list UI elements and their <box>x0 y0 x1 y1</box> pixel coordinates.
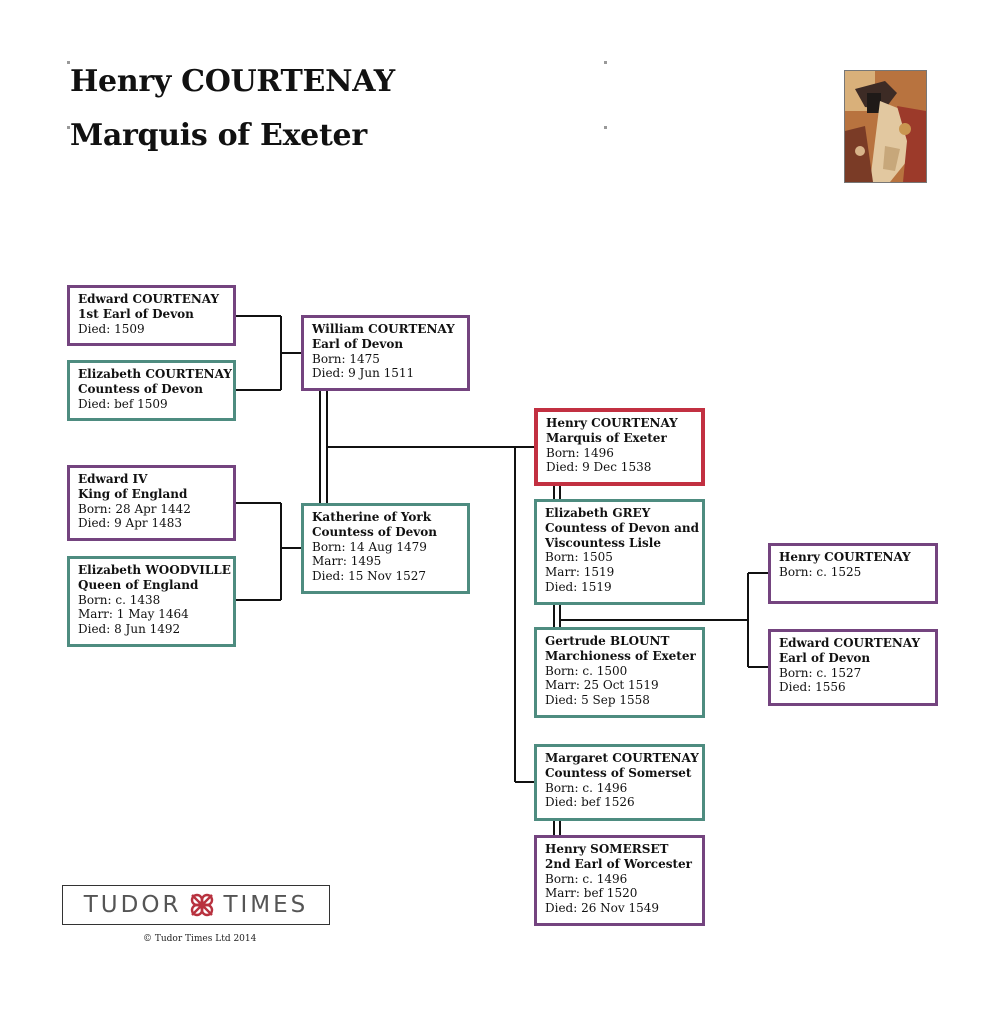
person-born: Born: c. 1525 <box>779 564 862 579</box>
person-box-william-courtenay[interactable] <box>301 315 470 391</box>
person-name: Katherine of York <box>312 510 432 524</box>
person-title-cont: Viscountess Lisle <box>545 535 661 550</box>
person-born: Born: c. 1496 <box>545 871 628 886</box>
person-died: Died: 1509 <box>78 321 145 336</box>
person-name: Gertrude BLOUNT <box>545 634 670 648</box>
person-born: Born: 1505 <box>545 550 613 565</box>
person-title: Marquis of Exeter <box>546 430 667 445</box>
person-marr: Marr: 1495 <box>312 554 382 569</box>
person-died: Died: 9 Apr 1483 <box>78 516 182 531</box>
person-box-gertrude-blount[interactable] <box>534 627 705 718</box>
person-box-elizabeth-grey[interactable] <box>534 499 705 605</box>
person-died: Died: 1519 <box>545 579 612 594</box>
logo-text-right: TIMES <box>223 892 309 918</box>
person-box-edward-courtenay-1st-earl[interactable] <box>67 285 236 346</box>
person-marr: Marr: 1519 <box>545 565 615 580</box>
person-died: Died: 26 Nov 1549 <box>545 901 660 916</box>
person-born: Born: 14 Aug 1479 <box>312 539 427 554</box>
person-box-margaret-courtenay[interactable] <box>534 744 705 821</box>
person-born: Born: 28 Apr 1442 <box>78 501 191 516</box>
person-box-elizabeth-woodville[interactable] <box>67 556 236 647</box>
page-title-line2: Marquis of Exeter <box>70 118 367 153</box>
celtic-knot-icon <box>189 892 215 918</box>
page-title-line1: Henry COURTENAY <box>70 64 395 99</box>
person-title: Earl of Devon <box>312 336 404 351</box>
person-name: Henry COURTENAY <box>779 550 911 564</box>
tudor-times-logo[interactable] <box>62 885 330 925</box>
person-box-elizabeth-courtenay[interactable] <box>67 360 236 421</box>
person-title: Countess of Devon <box>78 381 203 396</box>
person-name: Edward COURTENAY <box>779 636 921 650</box>
person-name: Edward IV <box>78 472 148 486</box>
person-born: Born: c. 1438 <box>78 592 161 607</box>
person-box-henry-courtenay-son[interactable] <box>768 543 938 604</box>
person-box-henry-courtenay-subject[interactable] <box>534 408 705 486</box>
person-born: Born: c. 1496 <box>545 780 628 795</box>
person-title: Countess of Somerset <box>545 765 692 780</box>
person-name: Edward COURTENAY <box>78 292 220 306</box>
person-title: Marchioness of Exeter <box>545 648 696 663</box>
person-name: Elizabeth GREY <box>545 506 651 520</box>
person-name: William COURTENAY <box>312 322 455 336</box>
person-box-edward-iv[interactable] <box>67 465 236 541</box>
person-title: Countess of Devon and <box>545 520 700 535</box>
person-died: Died: 15 Nov 1527 <box>312 569 427 584</box>
person-title: Countess of Devon <box>312 524 437 539</box>
person-name: Henry COURTENAY <box>546 416 678 430</box>
copyright-notice: © Tudor Times Ltd 2014 <box>143 934 257 944</box>
person-box-katherine-of-york[interactable] <box>301 503 470 594</box>
person-born: Born: 1496 <box>546 445 614 460</box>
person-title: Queen of England <box>78 577 199 592</box>
person-died: Died: 9 Jun 1511 <box>312 366 415 381</box>
person-died: Died: 1556 <box>779 680 846 695</box>
person-box-henry-somerset[interactable] <box>534 835 705 926</box>
person-title: 2nd Earl of Worcester <box>545 856 692 871</box>
person-name: Elizabeth COURTENAY <box>78 367 232 381</box>
person-died: Died: 5 Sep 1558 <box>545 693 650 708</box>
person-marr: Marr: 1 May 1464 <box>78 607 189 622</box>
person-name: Margaret COURTENAY <box>545 751 699 765</box>
person-died: Died: 9 Dec 1538 <box>546 460 652 475</box>
person-title: 1st Earl of Devon <box>78 306 194 321</box>
logo-text-left: TUDOR <box>83 892 182 918</box>
person-name: Elizabeth WOODVILLE <box>78 563 231 577</box>
person-died: Died: bef 1509 <box>78 396 168 411</box>
person-born: Born: c. 1527 <box>779 665 862 680</box>
person-title: King of England <box>78 486 188 501</box>
person-marr: Marr: 25 Oct 1519 <box>545 678 659 693</box>
person-title: Earl of Devon <box>779 650 871 665</box>
person-marr: Marr: bef 1520 <box>545 886 638 901</box>
person-died: Died: bef 1526 <box>545 795 635 810</box>
person-name: Henry SOMERSET <box>545 842 669 856</box>
person-born: Born: 1475 <box>312 351 380 366</box>
person-born: Born: c. 1500 <box>545 663 628 678</box>
person-box-edward-courtenay-son[interactable] <box>768 629 938 706</box>
person-died: Died: 8 Jun 1492 <box>78 622 181 637</box>
